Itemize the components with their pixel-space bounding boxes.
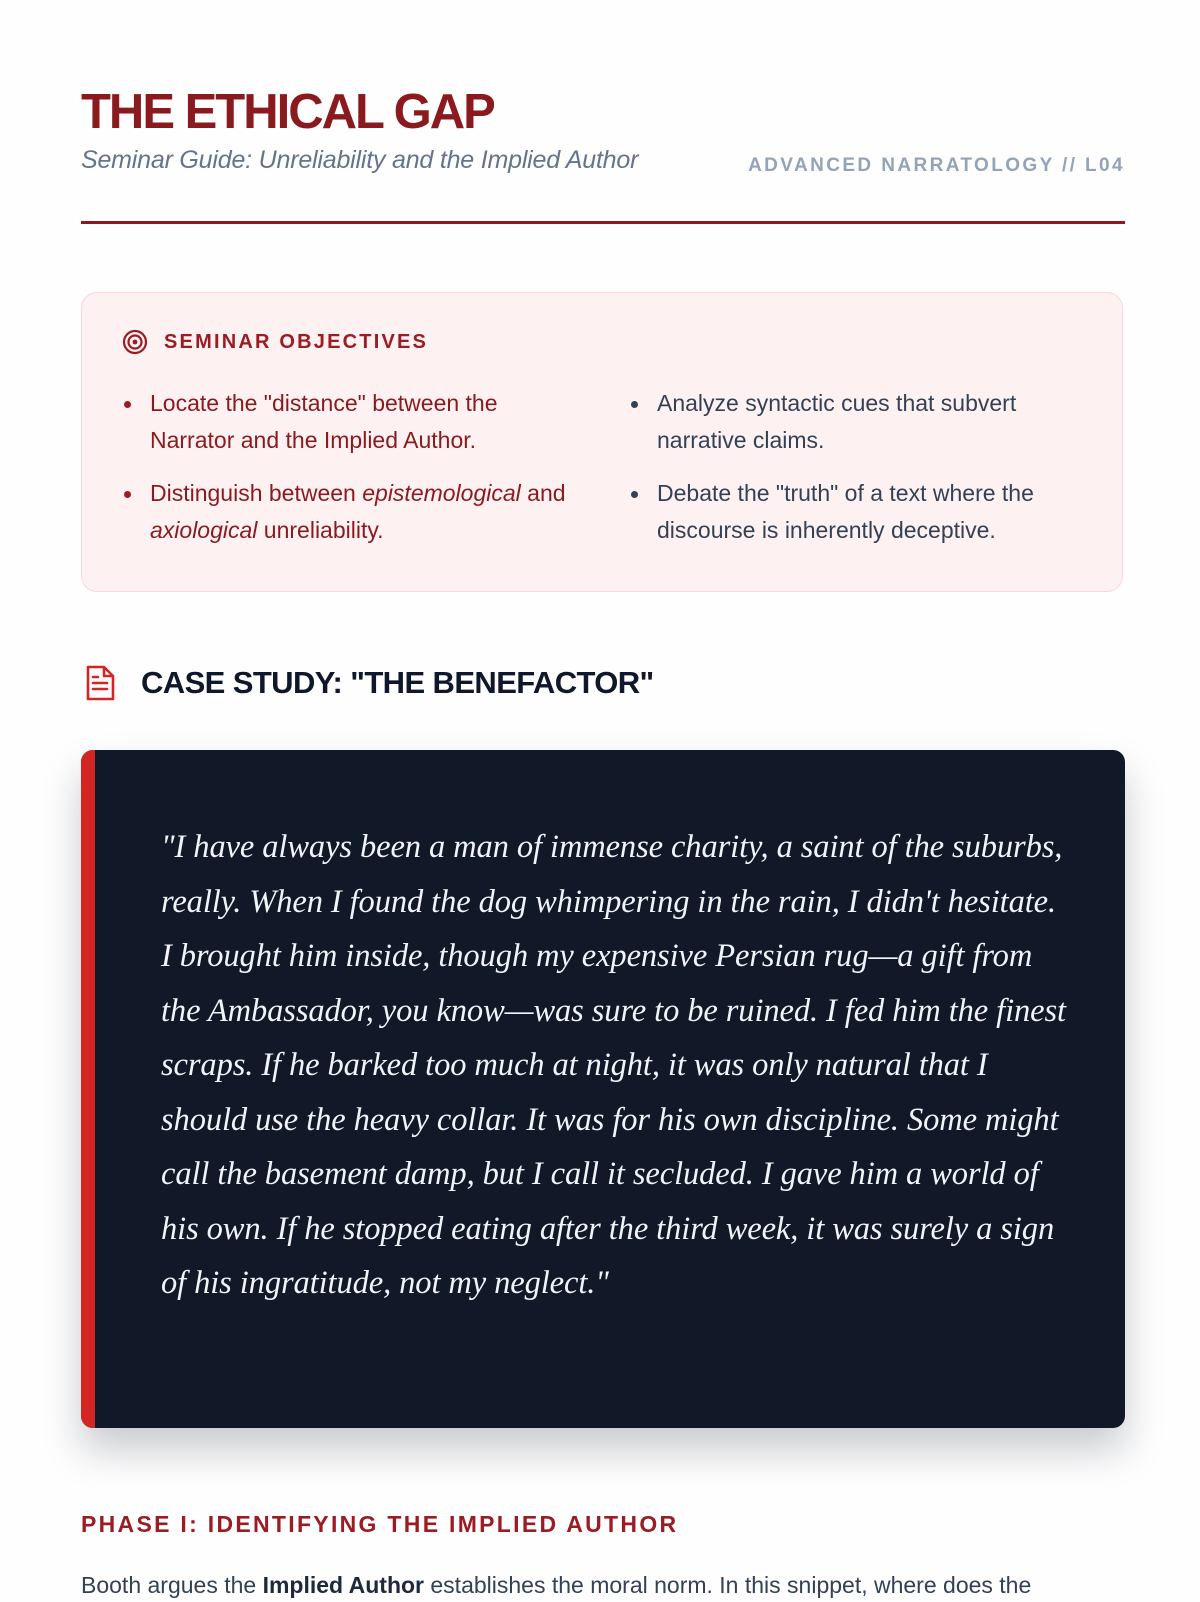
objective-item — [629, 475, 1099, 549]
implied-author-term: Implied Author — [262, 1572, 424, 1598]
bullet-icon — [631, 401, 638, 408]
phase-1-text — [81, 1568, 1125, 1602]
objectives-list-right — [629, 385, 1099, 565]
objective-text-middle: and — [520, 480, 566, 506]
objective-text: Debate the "truth" of a text where the discourse is inherently deceptive. — [657, 480, 1034, 543]
document-icon — [83, 664, 117, 702]
case-study-title: CASE STUDY: "THE BENEFACTOR" — [141, 665, 654, 700]
objective-term-epistemological: epistemological — [362, 480, 521, 506]
objective-text: Locate the "distance" between the Narrator and the Implied Author. — [150, 390, 498, 453]
objective-text-end: unreliability. — [257, 517, 384, 543]
header-divider — [81, 221, 1125, 224]
phase-1-text-start: Booth argues the — [81, 1572, 263, 1598]
bullet-icon — [124, 401, 131, 408]
objective-text-start: Distinguish between — [150, 480, 363, 506]
objectives-heading-label: SEMINAR OBJECTIVES — [164, 331, 429, 353]
excerpt-accent-bar — [81, 750, 95, 1428]
objective-item — [122, 475, 572, 549]
case-study-excerpt — [81, 750, 1125, 1428]
page-title: THE ETHICAL GAP — [81, 85, 494, 139]
objective-item — [122, 385, 572, 459]
course-code: ADVANCED NARRATOLOGY // L04 — [748, 155, 1125, 176]
excerpt-text: "I have always been a man of immense charity, a saint of the suburbs, really. When I found the dog whimpering in the rain, I didn't hesitate. I brought him inside, though my expensive Persian rug—a gift from the Ambassador, you know—was sure to be ruined. I fed him the finest scraps. If he barked too much at night, it was only natural that I should use the heavy collar. It was for his own discipline. Some might call the basement damp, but I call it secluded. I gave him a world of his own. If he stopped eating after the third week, it was surely a sign of his ingratitude, not my neglect." — [161, 829, 1066, 1301]
bullet-icon — [124, 491, 131, 498]
objectives-panel — [81, 292, 1123, 592]
page-header — [81, 84, 1125, 224]
phase-1-text-end: establishes the moral norm. In this snippet, where does the — [424, 1572, 1032, 1598]
target-icon — [122, 329, 148, 355]
objective-term-axiological: axiological — [150, 517, 258, 543]
objective-item — [629, 385, 1099, 459]
phase-1-title: PHASE I: IDENTIFYING THE IMPLIED AUTHOR — [81, 1511, 679, 1537]
objectives-list-left — [122, 385, 572, 565]
bullet-icon — [631, 491, 638, 498]
objective-text: Analyze syntactic cues that subvert narrative claims. — [657, 390, 1017, 453]
page-subtitle: Seminar Guide: Unreliability and the Implied Author — [81, 146, 639, 174]
